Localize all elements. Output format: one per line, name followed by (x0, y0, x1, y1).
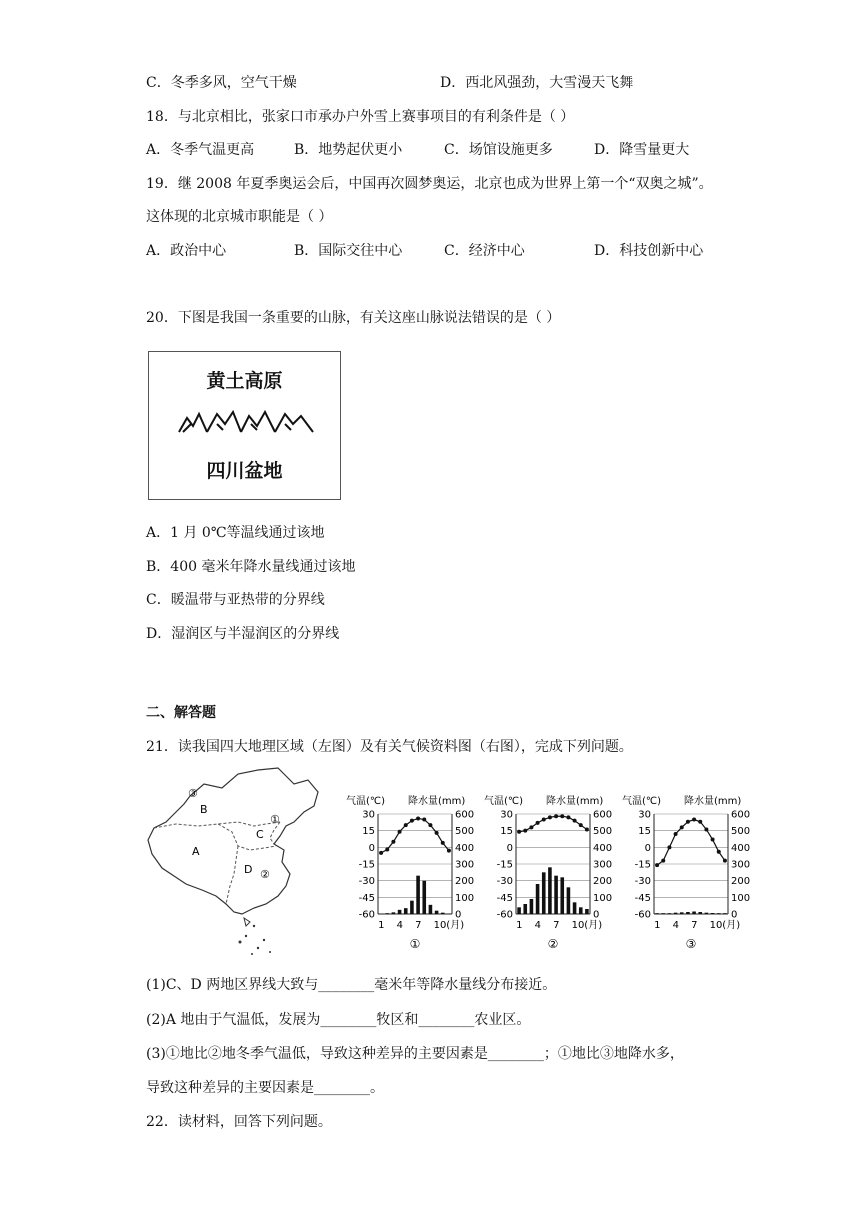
china-regions-map (146, 766, 336, 960)
temp-tick-label: 0 (506, 842, 513, 854)
precip-bar-month-1 (655, 913, 659, 914)
temperature-point-month-9 (704, 828, 708, 832)
temp-tick-label: -45 (634, 892, 651, 904)
precip-tick-label: 0 (455, 909, 462, 921)
temperature-point-month-5 (404, 823, 408, 827)
temp-axis-title: 气温(℃) (484, 796, 524, 807)
climate-charts (346, 792, 760, 962)
temp-tick-label: -15 (358, 859, 375, 871)
precip-bar-month-2 (523, 904, 527, 914)
climate-chart-1 (346, 794, 474, 951)
q20-option-d: D．湿润区与半湿润区的分界线 (146, 626, 340, 642)
precip-bar-month-7 (416, 876, 420, 914)
temperature-point-month-2 (385, 848, 389, 852)
map-label-loess-plateau: 黄土高原 (206, 370, 283, 392)
chart-caption: ③ (685, 937, 697, 951)
temp-tick-label: 30 (500, 809, 513, 821)
temperature-line (657, 820, 725, 866)
q19-option-a: A．政治中心 (146, 243, 227, 259)
temperature-point-month-10 (711, 838, 715, 842)
precip-tick-label: 200 (455, 876, 475, 888)
temp-tick-label: 0 (644, 842, 651, 854)
q21-part1: (1)C、D 两地区界线大致与________毫米年等降水量线分布接近。 (146, 977, 557, 993)
precip-bar-month-8 (560, 877, 564, 914)
temperature-point-month-9 (566, 815, 570, 819)
month-tick-label: 10(月) (571, 920, 603, 931)
temp-tick-label: -60 (634, 909, 651, 921)
temperature-point-month-9 (428, 823, 432, 827)
precip-bar-month-3 (392, 912, 396, 914)
temp-tick-label: -30 (358, 876, 375, 888)
month-tick-label: 7 (553, 920, 560, 931)
temperature-point-month-5 (542, 818, 546, 822)
q21-part3-line1: (3)①地比②地冬季气温低，导致这种差异的主要因素是________；①地比③地降水多， (146, 1046, 684, 1062)
precip-tick-label: 0 (593, 909, 600, 921)
q22-stem: 22．读材料，回答下列问题。 (146, 1114, 332, 1130)
temp-tick-label: 30 (638, 809, 651, 821)
precip-tick-label: 200 (593, 876, 613, 888)
temp-tick-label: -45 (358, 892, 375, 904)
precip-tick-label: 100 (593, 892, 613, 904)
q21-part3-line2: 导致这种差异的主要因素是________。 (146, 1080, 384, 1096)
precip-bar-month-5 (542, 872, 546, 914)
precip-bar-month-11 (441, 913, 445, 914)
q20-stem: 20．下图是我国一条重要的山脉，有关这座山脉说法错误的是（ ） (146, 310, 561, 326)
temp-tick-label: 30 (362, 809, 375, 821)
temperature-point-month-10 (573, 819, 577, 823)
temperature-point-month-8 (422, 818, 426, 822)
temperature-point-month-5 (680, 825, 684, 829)
precip-tick-label: 400 (455, 842, 475, 854)
q17-option-d: D．西北风强劲，大雪漫天飞舞 (440, 75, 634, 91)
temp-tick-label: 15 (638, 826, 651, 838)
precip-tick-label: 300 (593, 859, 613, 871)
q17-option-c: C．冬季多风，空气干燥 (146, 75, 297, 91)
precip-bar-month-12 (447, 914, 451, 915)
temperature-point-month-4 (536, 821, 540, 825)
map-label-3: ③ (188, 787, 198, 800)
month-tick-label: 4 (534, 920, 541, 931)
q18-option-d: D．降雪量更大 (594, 142, 690, 158)
temperature-point-month-12 (585, 828, 589, 832)
q20-option-b: B．400 毫米年降水量线通过该地 (146, 559, 356, 575)
q19-stem-line1: 19．继 2008 年夏季奥运会后，中国再次圆梦奥运，北京也成为世界上第一个“双奥之城”。 (146, 176, 713, 192)
temperature-point-month-3 (391, 840, 395, 844)
temperature-point-month-8 (560, 814, 564, 818)
precip-bar-month-8 (698, 912, 702, 914)
temperature-point-month-12 (723, 859, 727, 863)
temp-tick-label: 15 (362, 826, 375, 838)
month-tick-label: 10(月) (709, 920, 741, 931)
q21-part2: (2)A 地由于气温低，发展为________牧区和________农业区。 (146, 1012, 531, 1028)
temp-tick-label: 15 (500, 826, 513, 838)
precip-bar-month-7 (554, 876, 558, 914)
temperature-line (381, 818, 449, 852)
temperature-point-month-3 (529, 825, 533, 829)
temp-tick-label: -15 (496, 859, 513, 871)
temperature-point-month-4 (398, 830, 402, 834)
precip-bar-month-12 (723, 913, 727, 914)
precip-bar-month-4 (536, 884, 540, 914)
precip-bar-month-9 (705, 913, 709, 914)
chart-caption: ① (409, 937, 421, 951)
precip-bar-month-1 (379, 914, 383, 915)
precip-bar-month-8 (422, 881, 426, 914)
temperature-point-month-11 (441, 841, 445, 845)
precip-bar-month-6 (548, 867, 552, 914)
month-tick-label: 1 (516, 920, 523, 931)
temperature-line (519, 816, 587, 832)
mountain-range-icon (177, 404, 317, 438)
precip-tick-label: 600 (731, 809, 751, 821)
precip-tick-label: 600 (593, 809, 613, 821)
section-title: 二、解答题 (146, 705, 216, 721)
temperature-point-month-7 (692, 818, 696, 822)
map-label-d: D (244, 863, 253, 876)
precip-bar-month-5 (404, 908, 408, 914)
precip-tick-label: 0 (731, 909, 738, 921)
temp-tick-label: -15 (634, 859, 651, 871)
q18-option-b: B．地势起伏更小 (294, 142, 403, 158)
map-label-c: C (256, 828, 264, 841)
q19-option-d: D．科技创新中心 (594, 243, 704, 259)
climate-chart-3 (622, 794, 750, 951)
precip-bar-month-9 (429, 905, 433, 914)
precip-bar-month-5 (680, 912, 684, 914)
temperature-point-month-6 (548, 815, 552, 819)
temp-tick-label: -60 (358, 909, 375, 921)
temperature-point-month-1 (517, 830, 521, 834)
q20-option-c: C．暖温带与亚热带的分界线 (146, 592, 325, 608)
precip-bar-month-3 (530, 899, 534, 914)
precip-tick-label: 200 (731, 876, 751, 888)
precip-tick-label: 300 (731, 859, 751, 871)
q20-option-a: A．1 月 0℃等温线通过该地 (146, 525, 325, 541)
precip-tick-label: 500 (731, 826, 751, 838)
temperature-point-month-12 (447, 849, 451, 853)
precip-tick-label: 400 (731, 842, 751, 854)
map-label-sichuan-basin: 四川盆地 (206, 460, 283, 482)
temperature-point-month-8 (698, 820, 702, 824)
temp-tick-label: -45 (496, 892, 513, 904)
temperature-point-month-7 (554, 814, 558, 818)
temperature-point-month-4 (674, 832, 678, 836)
month-tick-label: 1 (654, 920, 661, 931)
month-tick-label: 4 (396, 920, 403, 931)
temperature-point-month-7 (416, 816, 420, 820)
q20-mountain-figure (148, 351, 341, 500)
precip-bar-month-10 (573, 902, 577, 914)
precip-tick-label: 500 (593, 826, 613, 838)
precip-bar-month-2 (385, 913, 389, 914)
precip-bar-month-10 (435, 911, 439, 914)
precip-bar-month-1 (517, 907, 521, 914)
precip-bar-month-3 (668, 913, 672, 914)
month-tick-label: 7 (691, 920, 698, 931)
precip-axis-title: 降水量(mm) (546, 796, 604, 807)
precip-bar-month-2 (661, 913, 665, 914)
temp-axis-title: 气温(℃) (622, 796, 662, 807)
precip-bar-month-11 (717, 913, 721, 914)
temperature-point-month-1 (655, 863, 659, 867)
precip-bar-month-7 (692, 912, 696, 915)
q18-stem: 18．与北京相比，张家口市承办户外雪上赛事项目的有利条件是（ ） (146, 109, 575, 125)
precip-bar-month-6 (686, 912, 690, 914)
q19-option-b: B．国际交往中心 (294, 243, 403, 259)
month-tick-label: 4 (672, 920, 679, 931)
precip-axis-title: 降水量(mm) (408, 796, 466, 807)
q21-stem: 21．读我国四大地理区域（左图）及有关气候资料图（右图），完成下列问题。 (146, 739, 633, 755)
map-label-a: A (192, 845, 200, 858)
q19-option-c: C．经济中心 (444, 243, 525, 259)
temperature-point-month-3 (667, 845, 671, 849)
precip-tick-label: 600 (455, 809, 475, 821)
month-tick-label: 7 (415, 920, 422, 931)
precip-bar-month-10 (711, 913, 715, 914)
q18-option-a: A．冬季气温更高 (146, 142, 255, 158)
precip-axis-title: 降水量(mm) (684, 796, 742, 807)
month-tick-label: 10(月) (433, 920, 465, 931)
temperature-point-month-6 (686, 820, 690, 824)
temperature-point-month-2 (661, 859, 665, 863)
precip-bar-month-12 (585, 909, 589, 914)
map-label-1: ① (270, 813, 280, 826)
precip-bar-month-6 (410, 901, 414, 914)
precip-tick-label: 500 (455, 826, 475, 838)
precip-tick-label: 100 (455, 892, 475, 904)
precip-tick-label: 400 (593, 842, 613, 854)
q18-option-c: C．场馆设施更多 (444, 142, 553, 158)
temp-tick-label: -30 (634, 876, 651, 888)
temperature-point-month-6 (410, 819, 414, 823)
temperature-point-month-11 (579, 823, 583, 827)
precip-bar-month-11 (579, 907, 583, 914)
temp-tick-label: -60 (496, 909, 513, 921)
q19-stem-line2: 这体现的北京城市职能是（ ） (146, 209, 333, 225)
precip-tick-label: 300 (455, 859, 475, 871)
map-label-2: ② (260, 868, 270, 881)
climate-chart-2 (484, 794, 612, 951)
temperature-point-month-10 (435, 831, 439, 835)
precip-bar-month-4 (398, 910, 402, 914)
temp-tick-label: 0 (368, 842, 375, 854)
temperature-point-month-1 (379, 851, 383, 855)
temperature-point-month-11 (717, 850, 721, 854)
temperature-point-month-2 (523, 829, 527, 833)
temp-axis-title: 气温(℃) (346, 796, 386, 807)
precip-bar-month-9 (567, 887, 571, 914)
temp-tick-label: -30 (496, 876, 513, 888)
map-label-b: B (200, 803, 208, 816)
month-tick-label: 1 (378, 920, 385, 931)
precip-tick-label: 100 (731, 892, 751, 904)
chart-caption: ② (547, 937, 559, 951)
precip-bar-month-4 (674, 913, 678, 914)
